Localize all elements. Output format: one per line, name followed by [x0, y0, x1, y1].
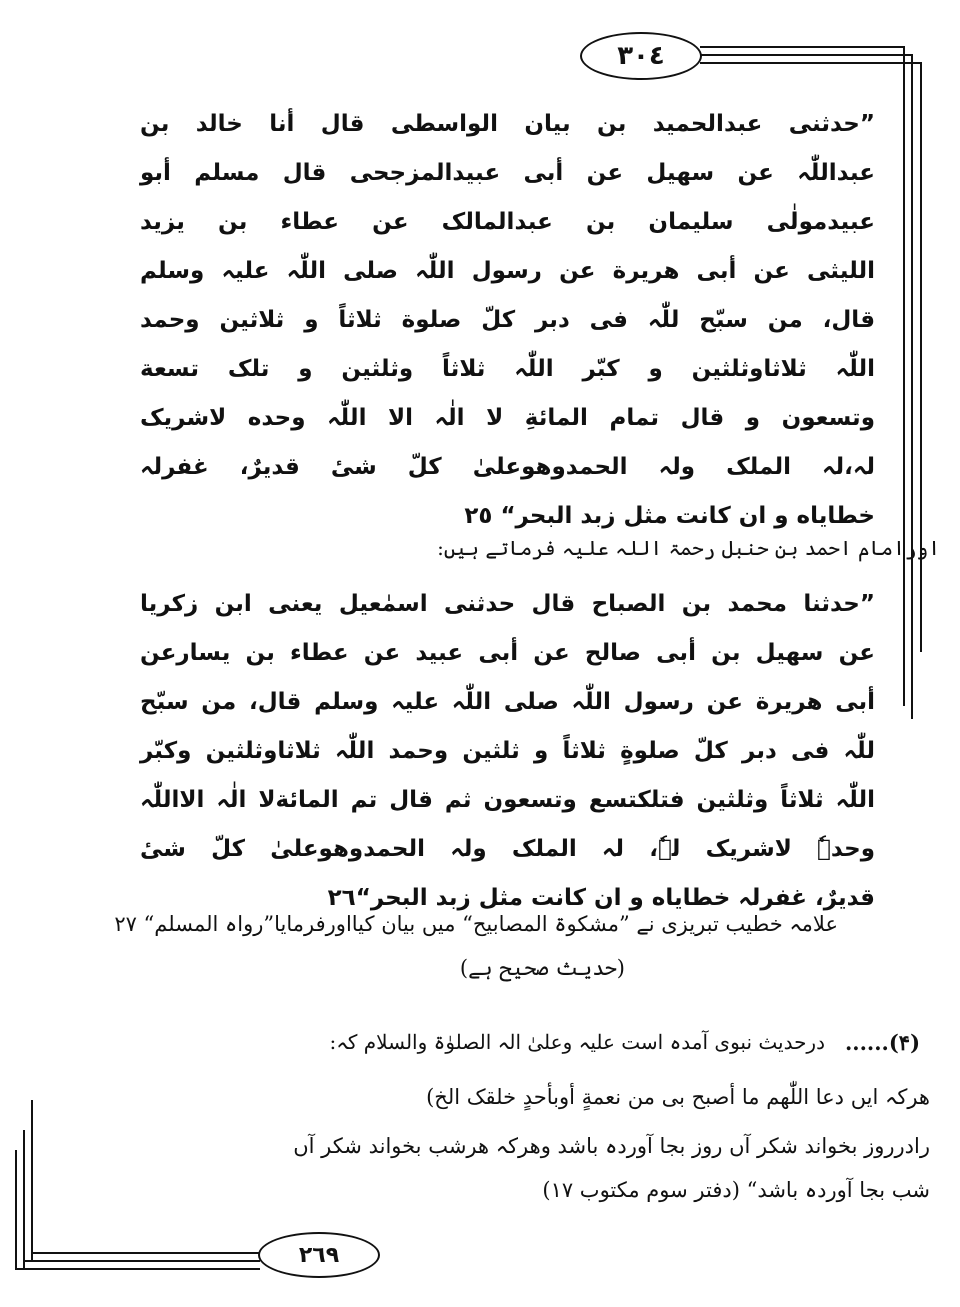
- frame-bottom-line-3: [31, 1252, 260, 1254]
- hadith-1-line: خطایاه و ان کانت مثل زبد البحر“ ٢٥: [464, 503, 875, 529]
- hadith-1-line: وتسعون و قال تمام المائةِ لا الٰہ الا اللّٰہ وحده لاشریک: [140, 405, 875, 431]
- frame-bottom-line-2: [23, 1260, 260, 1262]
- hadith-1-line: لہ،لہ الملک ولہ الحمدوھوعلیٰ کلّ شیٔ قدیرٌ، غفرلہ: [140, 454, 875, 480]
- frame-right-line-3: [920, 62, 922, 652]
- hadith-2-line: اللّٰہ ثلاثاً وثلثین فتلکتسع وتسعون ثم قال تم المائةلا الٰہ الااللّٰہ: [140, 787, 875, 813]
- intro-imam-ahmad: اورامام احمد بن حنبل رحمۃ اللہ علیہ فرماتے ہیں:: [437, 536, 940, 560]
- khatib-tabrizi-line: علامہ خطیب تبریزی نے ”مشکوۃ المصابیح“ میں بیان کیااورفرمایا”رواہ المسلم“ ٢٧: [114, 912, 838, 936]
- hadith-1-line: قال، من سبّح للّٰہ فی دبر کلّ صلوة ثلاثاً و ثلاثین وحمد: [140, 307, 875, 333]
- hadith-1-line: اللیثی عن أبی هریرة عن رسول اللّٰہ صلی اللّٰہ علیہ وسلم: [140, 258, 875, 284]
- hadith-2-line: للّٰہ فی دبر کلّ صلوةٍ ثلاثاً و ثلثین وحمد اللّٰہ ثلاثاوثلثین وکبّر: [140, 738, 875, 764]
- item-4-number: (۴)......: [844, 1030, 920, 1055]
- item-4-line: شب بجا آوردہ باشد“ (دفتر سوم مکتوب ١٧): [542, 1178, 930, 1202]
- item-4-line: رادرروز بخواند شکر آں روز بجا آوردہ باشد وھرکہ ھرشب بخواند شکر آں: [293, 1134, 930, 1158]
- frame-left-line-2: [23, 1130, 25, 1268]
- hadith-2-line: عن سهیل بن أبی صالح عن أبی عبید عن عطاء بن یسارعن: [140, 640, 875, 666]
- frame-left-line-3: [31, 1100, 33, 1260]
- frame-right-line-1: [903, 46, 905, 706]
- top-page-number: ٣٠٤: [580, 32, 702, 80]
- hadith-1-line: عبیدمولٰی سلیمان بن عبدالمالک عن عطاء بن یزید: [140, 209, 875, 235]
- hadith-1-line: ”حدثنی عبدالحمید بن بیان الواسطی قال أنا خالد بن: [140, 111, 875, 137]
- hadith-2-line: أبی هریرة عن رسول اللّٰہ صلی اللّٰہ علیہ وسلم قال، من سبّح: [140, 689, 875, 715]
- frame-top-line-1: [700, 46, 905, 48]
- hadith-1-block: [140, 100, 875, 541]
- bottom-page-number: ٢٦٩: [258, 1232, 380, 1278]
- hadith-sahih-note: (حدیث صحیح ہے): [459, 956, 625, 980]
- frame-top-line-3: [700, 62, 922, 64]
- frame-bottom-line-1: [15, 1268, 260, 1270]
- hadith-1-line: عبداللّٰہ عن سهیل عن أبی عبیدالمزجحی قال مسلم أبو: [140, 160, 875, 186]
- item-4-intro: درحدیث نبوی آمدہ است علیہ وعلیٰ الہ الصلوٰۃ والسلام کہ:: [329, 1030, 825, 1054]
- item-4-line: ھرکہ ایں دعا اللّٰھم ما أصبح بی من نعمةٍ أوبأحدٍ خلقک الخ): [426, 1085, 930, 1109]
- frame-top-line-2: [700, 54, 913, 56]
- hadith-2-line: قدیرٌ، غفرلہ خطایاه و ان کانت مثل زبد البحر“٢٦: [327, 885, 875, 911]
- frame-left-line-1: [15, 1150, 17, 1270]
- hadith-2-block: [140, 580, 875, 923]
- hadith-1-line: اللّٰہ ثلاثاوثلثین و کبّر اللّٰہ ثلاثاً وثلثین و تلک تسعة: [140, 356, 875, 382]
- frame-right-line-2: [911, 54, 913, 719]
- hadith-2-line: ”حدثنا محمد بن الصباح قال حدثنی اسمٰعیل یعنی ابن زکریا: [140, 591, 875, 617]
- hadith-2-line: وحدہٗ لاشریک لہٗ، لہ الملک ولہ الحمدوھوعلیٰ کلّ شیٔ: [140, 836, 875, 862]
